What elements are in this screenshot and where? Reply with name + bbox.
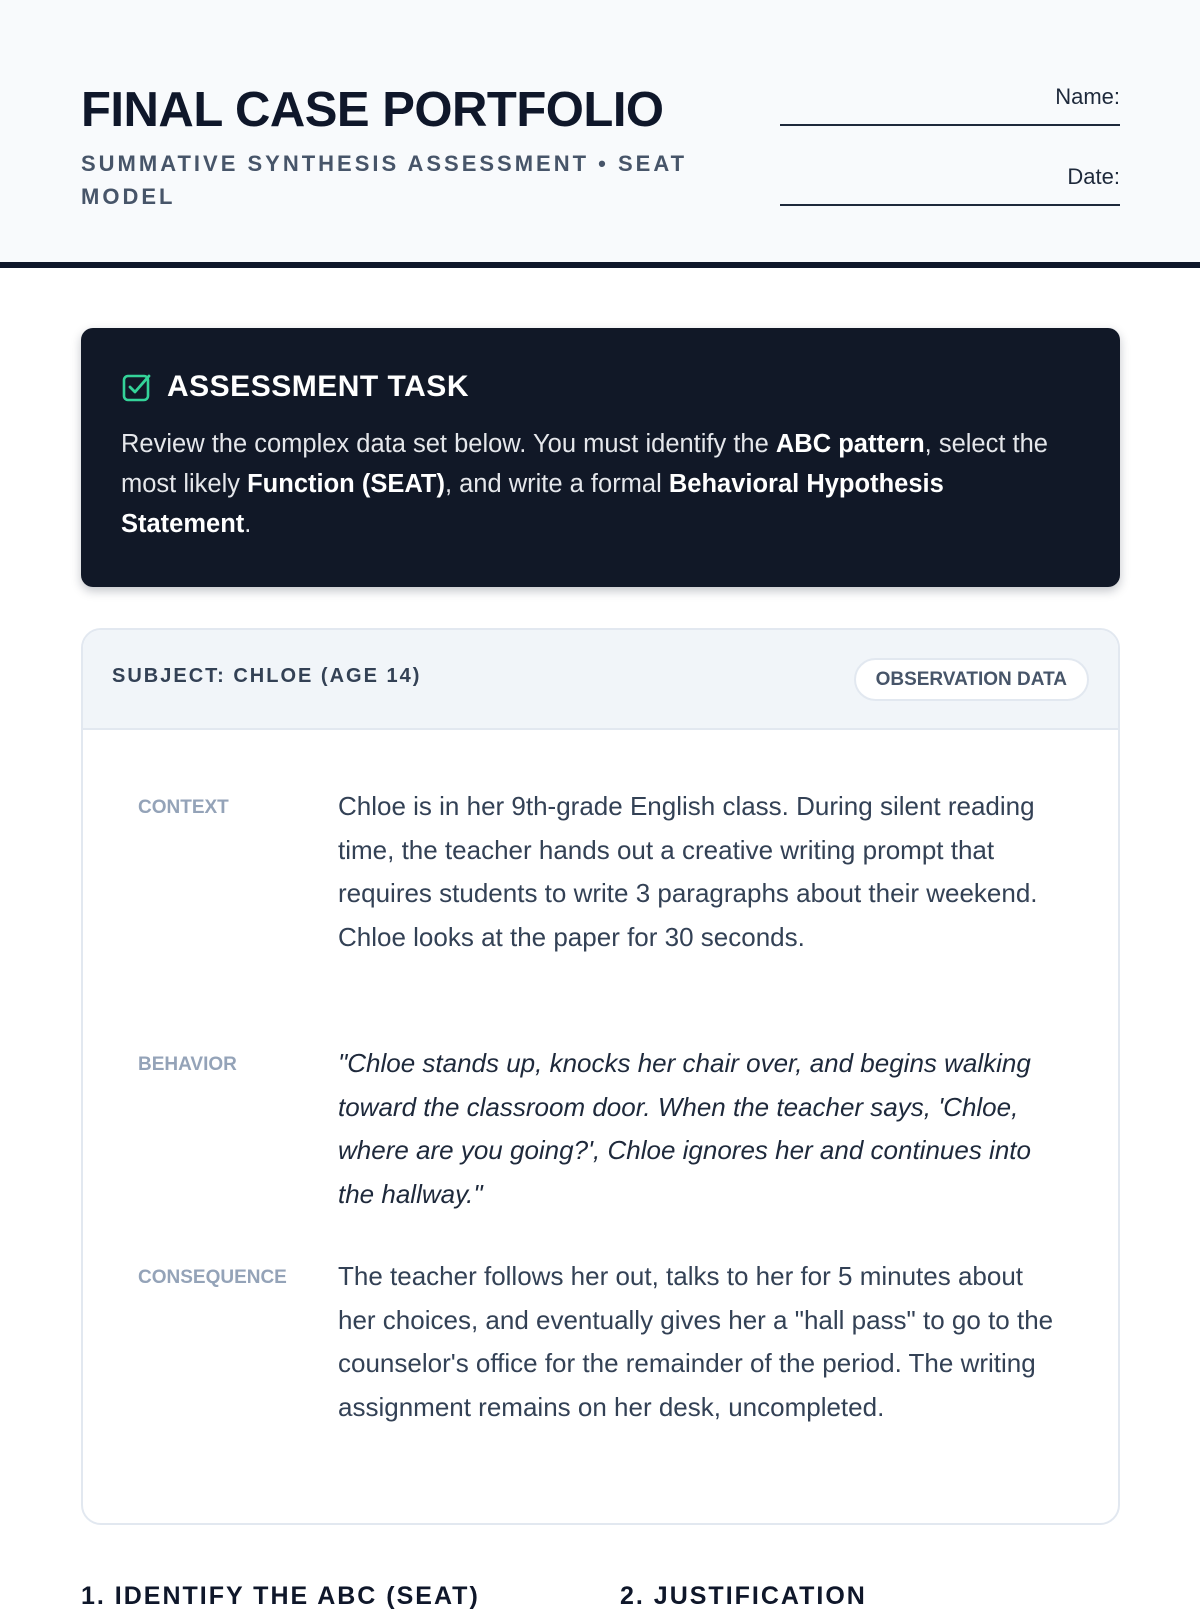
task-heading	[121, 368, 1080, 406]
task-text: Review the complex data set below. You must identify the	[121, 430, 776, 458]
context-label: CONTEXT	[138, 797, 229, 818]
section-heading-justification: 2. JUSTIFICATION	[620, 1582, 867, 1610]
worksheet-header	[0, 0, 1200, 268]
consequence-text: The teacher follows her out, talks to her for 5 minutes about her choices, and eventually gives her a "hall pass" to go to the counselor's office for the remainder of the period. The writing assignment remains on her desk, uncompleted.	[338, 1261, 1054, 1422]
behavior-text: "Chloe stands up, knocks her chair over, and begins walking toward the classroom door. When the teacher says, 'Chloe, where are you going?', Chloe ignores her and continues into the hallway."	[338, 1048, 1031, 1209]
consequence-label: CONSEQUENCE	[138, 1267, 287, 1288]
date-label: Date:	[1067, 164, 1120, 189]
assessment-task-card	[81, 328, 1120, 587]
name-underline[interactable]	[780, 124, 1120, 126]
page-title: FINAL CASE PORTFOLIO	[81, 83, 664, 137]
task-instructions	[121, 424, 1080, 544]
task-text: , select the most likely	[121, 430, 1048, 498]
subject-label: SUBJECT: CHLOE (AGE 14)	[112, 665, 422, 687]
name-field[interactable]	[780, 82, 1120, 126]
task-emphasis: Function (SEAT)	[247, 470, 445, 498]
observation-panel-header	[83, 630, 1118, 730]
task-emphasis: ABC pattern	[775, 430, 925, 458]
section-heading-identify: 1. IDENTIFY THE ABC (SEAT)	[81, 1582, 480, 1610]
name-label: Name:	[1055, 84, 1120, 109]
context-text: Chloe is in her 9th-grade English class. During silent reading time, the teacher hands out a creative writing prompt that requires students to write 3 paragraphs about their weekend. Chloe looks at the paper for 30 seconds.	[338, 791, 1038, 952]
task-title: ASSESSMENT TASK	[167, 370, 469, 403]
task-text: , and write a formal	[444, 470, 669, 498]
date-field[interactable]	[780, 162, 1120, 206]
date-underline[interactable]	[780, 204, 1120, 206]
checkbox-icon	[121, 371, 153, 403]
task-text: .	[244, 510, 252, 538]
observation-panel	[81, 628, 1120, 1525]
observation-badge: OBSERVATION DATA	[854, 658, 1089, 701]
task-emphasis: Behavioral Hypothesis Statement	[121, 470, 944, 538]
page-subtitle: SUMMATIVE SYNTHESIS ASSESSMENT • SEAT MODEL	[81, 151, 688, 209]
behavior-label: BEHAVIOR	[138, 1054, 237, 1075]
